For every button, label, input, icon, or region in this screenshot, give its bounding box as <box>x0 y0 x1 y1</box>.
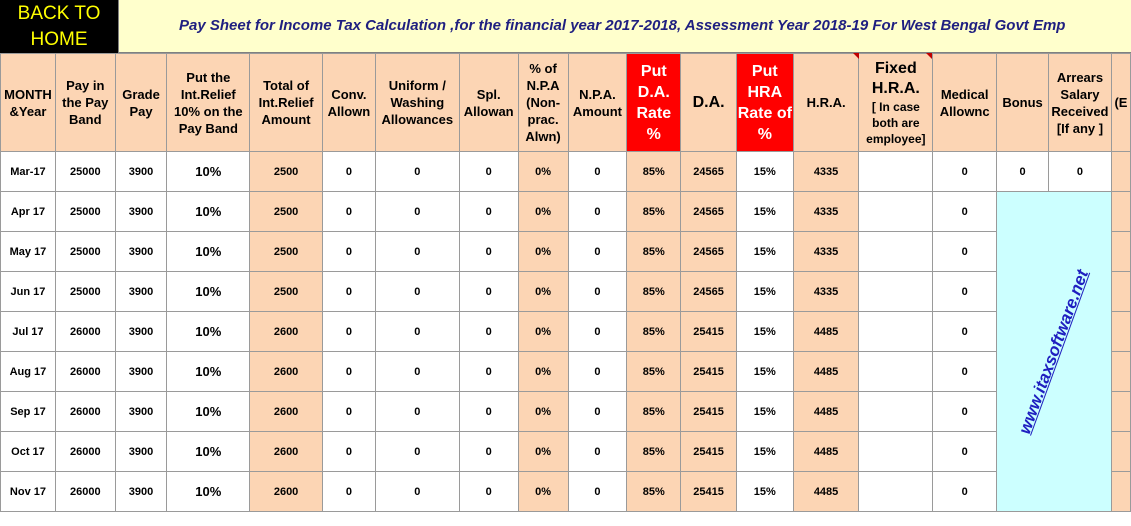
cell-int-relief-pct[interactable]: 10% <box>167 392 250 432</box>
col-extra: (E <box>1111 54 1130 152</box>
cell-fixed-hra[interactable] <box>859 192 933 232</box>
cell-int-relief-pct[interactable]: 10% <box>167 312 250 352</box>
cell-da[interactable]: 25415 <box>681 472 737 512</box>
cell-int-relief-pct[interactable]: 10% <box>167 352 250 392</box>
cell-extra <box>1111 432 1130 472</box>
table-row <box>1 312 1131 352</box>
cell-uniform[interactable]: 0 <box>375 152 459 192</box>
cell-grade-pay[interactable]: 3900 <box>115 272 167 312</box>
cell-month[interactable]: Apr 17 <box>1 192 56 232</box>
cell-fixed-hra[interactable] <box>859 232 933 272</box>
col-fixed-hra <box>859 54 933 152</box>
col-npa-pct: % of N.P.A (Non-prac. Alwn) <box>518 54 568 152</box>
website-link[interactable]: www.itaxsoftware.net <box>1015 266 1093 436</box>
cell-int-relief-pct[interactable]: 10% <box>167 272 250 312</box>
cell-int-relief-pct[interactable]: 10% <box>167 152 250 192</box>
cell-extra <box>1111 232 1130 272</box>
col-npa-amt: N.P.A. Amount <box>568 54 627 152</box>
cell-spl[interactable]: 0 <box>459 472 518 512</box>
cell-int-relief-total[interactable]: 2600 <box>250 432 323 472</box>
cell-da-rate[interactable]: 85% <box>627 232 681 272</box>
cell-medical[interactable]: 0 <box>933 432 997 472</box>
cell-pay-band[interactable]: 26000 <box>55 312 115 352</box>
col-hra-rate: Put HRA Rate of % <box>736 54 793 152</box>
cell-hra-rate[interactable]: 15% <box>736 192 793 232</box>
cell-int-relief-total[interactable]: 2600 <box>250 352 323 392</box>
table-row <box>1 392 1131 432</box>
cell-conv[interactable]: 0 <box>322 312 375 352</box>
cell-pay-band[interactable]: 25000 <box>55 152 115 192</box>
col-arrears: Arrears Salary Received [If any ] <box>1048 54 1111 152</box>
cell-da[interactable]: 24565 <box>681 152 737 192</box>
cell-conv[interactable]: 0 <box>322 152 375 192</box>
cell-npa-amt[interactable]: 0 <box>568 232 627 272</box>
cell-medical[interactable]: 0 <box>933 312 997 352</box>
cell-grade-pay[interactable]: 3900 <box>115 352 167 392</box>
cell-conv[interactable]: 0 <box>322 392 375 432</box>
cell-da-rate[interactable]: 85% <box>627 152 681 192</box>
pay-sheet-table <box>0 53 1131 512</box>
cell-fixed-hra[interactable] <box>859 312 933 352</box>
cell-npa-pct[interactable]: 0% <box>518 312 568 352</box>
col-grade-pay: Grade Pay <box>115 54 167 152</box>
cell-npa-amt[interactable]: 0 <box>568 272 627 312</box>
cell-spl[interactable]: 0 <box>459 432 518 472</box>
cell-npa-pct[interactable]: 0% <box>518 392 568 432</box>
col-spl: Spl. Allowan <box>459 54 518 152</box>
cell-da-rate[interactable]: 85% <box>627 432 681 472</box>
cell-da[interactable]: 25415 <box>681 312 737 352</box>
cell-conv[interactable]: 0 <box>322 192 375 232</box>
table-row <box>1 472 1131 512</box>
cell-month[interactable]: Jul 17 <box>1 312 56 352</box>
cell-npa-amt[interactable]: 0 <box>568 432 627 472</box>
cell-da-rate[interactable]: 85% <box>627 192 681 232</box>
cell-da[interactable]: 25415 <box>681 352 737 392</box>
cell-da-rate[interactable]: 85% <box>627 272 681 312</box>
cell-da[interactable]: 24565 <box>681 192 737 232</box>
cell-da[interactable]: 24565 <box>681 232 737 272</box>
cell-int-relief-total[interactable]: 2500 <box>250 232 323 272</box>
cell-extra <box>1111 352 1130 392</box>
col-int-relief-pct: Put the Int.Relief 10% on the Pay Band <box>167 54 250 152</box>
cell-month[interactable]: Sep 17 <box>1 392 56 432</box>
col-int-relief-total: Total of Int.Relief Amount <box>250 54 323 152</box>
cell-uniform[interactable]: 0 <box>375 352 459 392</box>
cell-medical[interactable]: 0 <box>933 272 997 312</box>
cell-spl[interactable]: 0 <box>459 152 518 192</box>
back-to-home-line1: BACK TO <box>17 2 101 24</box>
cell-grade-pay[interactable]: 3900 <box>115 392 167 432</box>
table-row <box>1 352 1131 392</box>
cell-da[interactable]: 25415 <box>681 432 737 472</box>
cell-grade-pay[interactable]: 3900 <box>115 192 167 232</box>
cell-month[interactable]: Mar-17 <box>1 152 56 192</box>
cell-month[interactable]: Oct 17 <box>1 432 56 472</box>
cell-grade-pay[interactable]: 3900 <box>115 432 167 472</box>
cell-hra-rate[interactable]: 15% <box>736 352 793 392</box>
cell-npa-amt[interactable]: 0 <box>568 472 627 512</box>
table-row <box>1 152 1131 192</box>
cell-hra[interactable]: 4335 <box>793 192 859 232</box>
cell-extra <box>1111 472 1130 512</box>
cell-da-rate[interactable]: 85% <box>627 352 681 392</box>
cell-bonus[interactable]: 0 <box>997 152 1049 192</box>
cell-int-relief-total[interactable]: 2500 <box>250 272 323 312</box>
cell-fixed-hra[interactable] <box>859 352 933 392</box>
cell-npa-pct[interactable]: 0% <box>518 432 568 472</box>
cell-pay-band[interactable]: 25000 <box>55 232 115 272</box>
cell-int-relief-total[interactable]: 2600 <box>250 392 323 432</box>
cell-spl[interactable]: 0 <box>459 352 518 392</box>
cell-spl[interactable]: 0 <box>459 192 518 232</box>
cell-uniform[interactable]: 0 <box>375 472 459 512</box>
cell-conv[interactable]: 0 <box>322 352 375 392</box>
cell-conv[interactable]: 0 <box>322 432 375 472</box>
cell-medical[interactable]: 0 <box>933 152 997 192</box>
cell-fixed-hra[interactable] <box>859 432 933 472</box>
cell-hra[interactable]: 4485 <box>793 312 859 352</box>
cell-uniform[interactable]: 0 <box>375 192 459 232</box>
cell-npa-pct[interactable]: 0% <box>518 472 568 512</box>
cell-npa-amt[interactable]: 0 <box>568 352 627 392</box>
cell-extra <box>1111 272 1130 312</box>
cell-hra[interactable]: 4335 <box>793 152 859 192</box>
cell-npa-amt[interactable]: 0 <box>568 392 627 432</box>
cell-extra <box>1111 312 1130 352</box>
cell-da[interactable]: 24565 <box>681 272 737 312</box>
table-row <box>1 272 1131 312</box>
cell-spl[interactable]: 0 <box>459 312 518 352</box>
cell-fixed-hra[interactable] <box>859 272 933 312</box>
cell-hra-rate[interactable]: 15% <box>736 432 793 472</box>
back-to-home-button[interactable] <box>0 0 119 53</box>
cell-conv[interactable]: 0 <box>322 472 375 512</box>
cell-hra-rate[interactable]: 15% <box>736 232 793 272</box>
cell-pay-band[interactable]: 26000 <box>55 432 115 472</box>
col-pay-band: Pay in the Pay Band <box>55 54 115 152</box>
cell-hra[interactable]: 4335 <box>793 272 859 312</box>
cell-int-relief-pct[interactable]: 10% <box>167 472 250 512</box>
cell-conv[interactable]: 0 <box>322 232 375 272</box>
comment-indicator <box>926 53 932 59</box>
cell-int-relief-pct[interactable]: 10% <box>167 432 250 472</box>
cell-uniform[interactable]: 0 <box>375 432 459 472</box>
table-row <box>1 232 1131 272</box>
cell-conv[interactable]: 0 <box>322 272 375 312</box>
cell-fixed-hra[interactable] <box>859 472 933 512</box>
cell-extra <box>1111 152 1130 192</box>
cell-int-relief-pct[interactable]: 10% <box>167 232 250 272</box>
sheet-title: Pay Sheet for Income Tax Calculation ,for the financial year 2017-2018, Assessment Year 2018-19 For West Bengal Govt Emp <box>179 17 1066 34</box>
cell-spl[interactable]: 0 <box>459 272 518 312</box>
cell-medical[interactable]: 0 <box>933 472 997 512</box>
cell-pay-band[interactable]: 26000 <box>55 352 115 392</box>
cell-month[interactable]: Nov 17 <box>1 472 56 512</box>
title-banner <box>119 0 1131 53</box>
col-da-rate: Put D.A. Rate % <box>627 54 681 152</box>
cell-npa-pct[interactable]: 0% <box>518 272 568 312</box>
cell-npa-pct[interactable]: 0% <box>518 352 568 392</box>
col-fixed-hra-note: [ In case both are employee] <box>866 99 926 146</box>
col-medical: Medical Allownc <box>933 54 997 152</box>
cell-medical[interactable]: 0 <box>933 352 997 392</box>
back-to-home-line2: HOME <box>30 28 88 50</box>
cell-grade-pay[interactable]: 3900 <box>115 312 167 352</box>
cell-hra-rate[interactable]: 15% <box>736 392 793 432</box>
cell-fixed-hra[interactable] <box>859 152 933 192</box>
cell-month[interactable]: Jun 17 <box>1 272 56 312</box>
cell-grade-pay[interactable]: 3900 <box>115 472 167 512</box>
cell-npa-pct[interactable]: 0% <box>518 152 568 192</box>
cell-da[interactable]: 25415 <box>681 392 737 432</box>
watermark-panel <box>997 192 1112 512</box>
cell-arrears[interactable]: 0 <box>1048 152 1111 192</box>
cell-medical[interactable]: 0 <box>933 192 997 232</box>
cell-da-rate[interactable]: 85% <box>627 472 681 512</box>
cell-grade-pay[interactable]: 3900 <box>115 232 167 272</box>
cell-spl[interactable]: 0 <box>459 232 518 272</box>
cell-npa-amt[interactable]: 0 <box>568 312 627 352</box>
cell-int-relief-total[interactable]: 2500 <box>250 152 323 192</box>
cell-hra-rate[interactable]: 15% <box>736 152 793 192</box>
cell-extra <box>1111 392 1130 432</box>
cell-medical[interactable]: 0 <box>933 392 997 432</box>
cell-uniform[interactable]: 0 <box>375 392 459 432</box>
cell-int-relief-total[interactable]: 2600 <box>250 472 323 512</box>
comment-indicator <box>853 53 859 59</box>
col-conv: Conv. Allown <box>322 54 375 152</box>
cell-npa-amt[interactable]: 0 <box>568 192 627 232</box>
cell-hra-rate[interactable]: 15% <box>736 472 793 512</box>
cell-month[interactable]: Aug 17 <box>1 352 56 392</box>
cell-spl[interactable]: 0 <box>459 392 518 432</box>
col-fixed-hra-title: Fixed H.R.A. <box>871 59 920 97</box>
cell-int-relief-total[interactable]: 2500 <box>250 192 323 232</box>
cell-extra <box>1111 192 1130 232</box>
cell-pay-band[interactable]: 25000 <box>55 272 115 312</box>
cell-da-rate[interactable]: 85% <box>627 312 681 352</box>
cell-pay-band[interactable]: 26000 <box>55 472 115 512</box>
cell-uniform[interactable]: 0 <box>375 312 459 352</box>
col-hra: H.R.A. <box>793 54 859 152</box>
cell-npa-pct[interactable]: 0% <box>518 232 568 272</box>
cell-medical[interactable]: 0 <box>933 232 997 272</box>
table-row <box>1 432 1131 472</box>
cell-int-relief-pct[interactable]: 10% <box>167 192 250 232</box>
cell-fixed-hra[interactable] <box>859 392 933 432</box>
header-row <box>1 54 1131 152</box>
cell-uniform[interactable]: 0 <box>375 232 459 272</box>
col-uniform: Uniform / Washing Allowances <box>375 54 459 152</box>
cell-int-relief-total[interactable]: 2600 <box>250 312 323 352</box>
cell-hra[interactable]: 4485 <box>793 352 859 392</box>
cell-hra[interactable]: 4485 <box>793 392 859 432</box>
col-da: D.A. <box>681 54 737 152</box>
cell-da-rate[interactable]: 85% <box>627 392 681 432</box>
col-month: MONTH &Year <box>1 54 56 152</box>
cell-hra[interactable]: 4485 <box>793 432 859 472</box>
cell-npa-pct[interactable]: 0% <box>518 192 568 232</box>
cell-npa-amt[interactable]: 0 <box>568 152 627 192</box>
cell-pay-band[interactable]: 26000 <box>55 392 115 432</box>
table-row <box>1 192 1131 232</box>
cell-hra[interactable]: 4485 <box>793 472 859 512</box>
cell-hra[interactable]: 4335 <box>793 232 859 272</box>
cell-hra-rate[interactable]: 15% <box>736 312 793 352</box>
cell-hra-rate[interactable]: 15% <box>736 272 793 312</box>
cell-pay-band[interactable]: 25000 <box>55 192 115 232</box>
cell-grade-pay[interactable]: 3900 <box>115 152 167 192</box>
col-bonus: Bonus <box>997 54 1049 152</box>
cell-month[interactable]: May 17 <box>1 232 56 272</box>
cell-uniform[interactable]: 0 <box>375 272 459 312</box>
